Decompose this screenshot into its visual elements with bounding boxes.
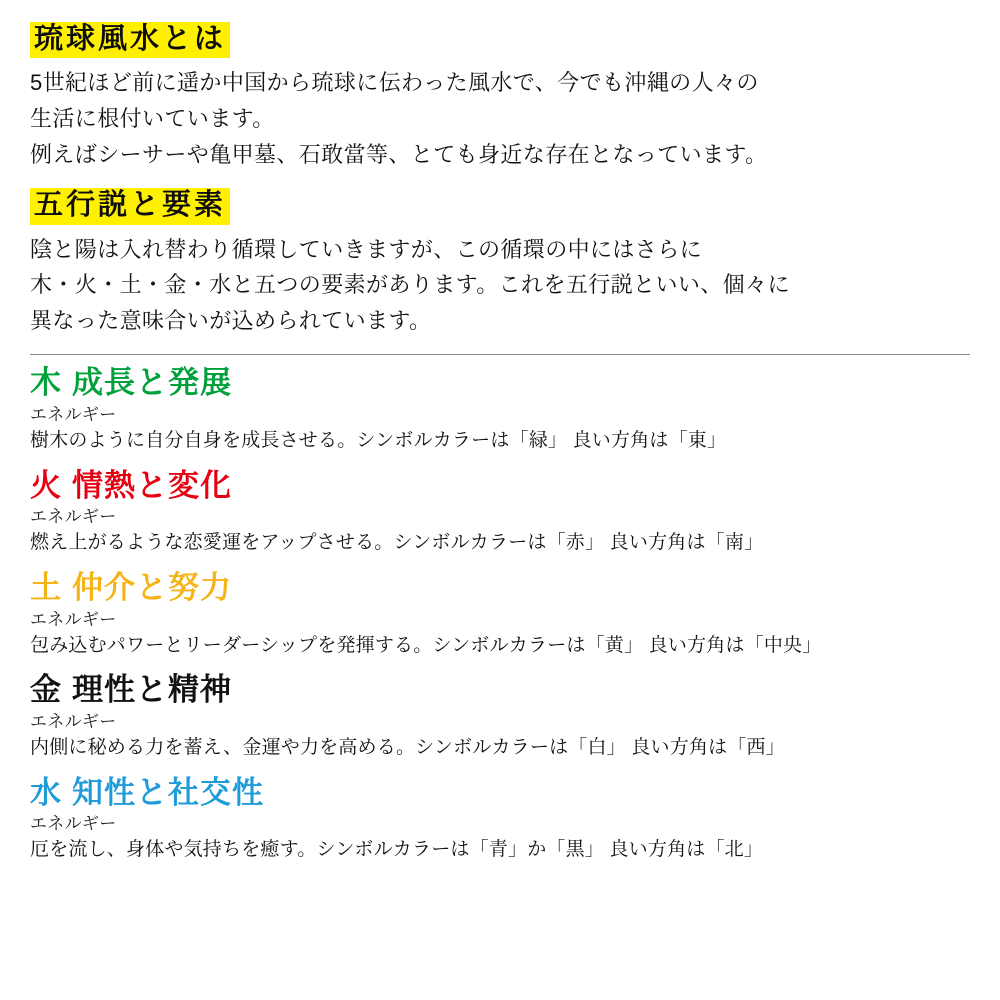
element-kanji: 木 [30, 365, 62, 401]
intro-line: 陰と陽は入れ替わり循環していきますが、この循環の中にはさらに [30, 236, 703, 262]
element-name: 理性と精神 [72, 672, 232, 708]
element-kanji: 金 [30, 672, 62, 708]
element-description: 厄を流し、身体や気持ちを癒す。シンボルカラーは「青」か「黒」 良い方角は「北」 [30, 839, 764, 861]
element-title [30, 570, 970, 607]
element-description: 燃え上がるような恋愛運をアップさせる。シンボルカラーは「赤」 良い方角は「南」 [30, 532, 764, 554]
element-title [30, 775, 970, 812]
intro-section-ryukyu-fusui [30, 22, 970, 172]
list-item [30, 365, 970, 453]
element-description: 内側に秘める力を蓄え、金運や力を高める。シンボルカラーは「白」 良い方角は「西」 [30, 737, 785, 759]
element-name: 仲介と努力 [72, 570, 232, 606]
intro-section-gogyosetsu [30, 188, 970, 338]
element-name: 情熱と変化 [72, 467, 232, 503]
intro-line: 例えばシーサーや亀甲墓、石敢當等、とても身近な存在となっています。 [30, 141, 768, 167]
section-heading-gogyosetsu: 五行説と要素 [30, 188, 230, 224]
element-energy-label: エネルギー [30, 405, 117, 425]
element-energy-label: エネルギー [30, 711, 117, 731]
section-divider [30, 354, 970, 355]
element-energy-label: エネルギー [30, 507, 117, 527]
element-title [30, 468, 970, 505]
section-heading-ryukyu-fusui: 琉球風水とは [30, 22, 230, 58]
element-description: 樹木のように自分自身を成長させる。シンボルカラーは「緑」 良い方角は「東」 [30, 430, 727, 452]
list-item [30, 468, 970, 556]
list-item [30, 672, 970, 760]
intro-line: 木・火・土・金・水と五つの要素があります。これを五行説といい、個々に [30, 272, 790, 298]
intro-line: 生活に根付いています。 [30, 105, 275, 131]
intro-line: 異なった意味合いが込められています。 [30, 307, 432, 333]
element-kanji: 土 [30, 570, 62, 606]
intro-line: 5世紀ほど前に遥か中国から琉球に伝わった風水で、今でも沖縄の人々の [30, 70, 759, 96]
element-kanji: 火 [30, 467, 62, 503]
element-name: 知性と社交性 [72, 774, 264, 810]
element-list [30, 365, 970, 863]
element-title [30, 365, 970, 402]
element-energy-label: エネルギー [30, 609, 117, 629]
list-item [30, 775, 970, 863]
element-energy-label: エネルギー [30, 814, 117, 834]
element-name: 成長と発展 [72, 365, 232, 401]
element-kanji: 水 [30, 774, 62, 810]
list-item [30, 570, 970, 658]
element-title [30, 672, 970, 709]
element-description: 包み込むパワーとリーダーシップを発揮する。シンボルカラーは「黄」 良い方角は「中央」 [30, 634, 822, 656]
